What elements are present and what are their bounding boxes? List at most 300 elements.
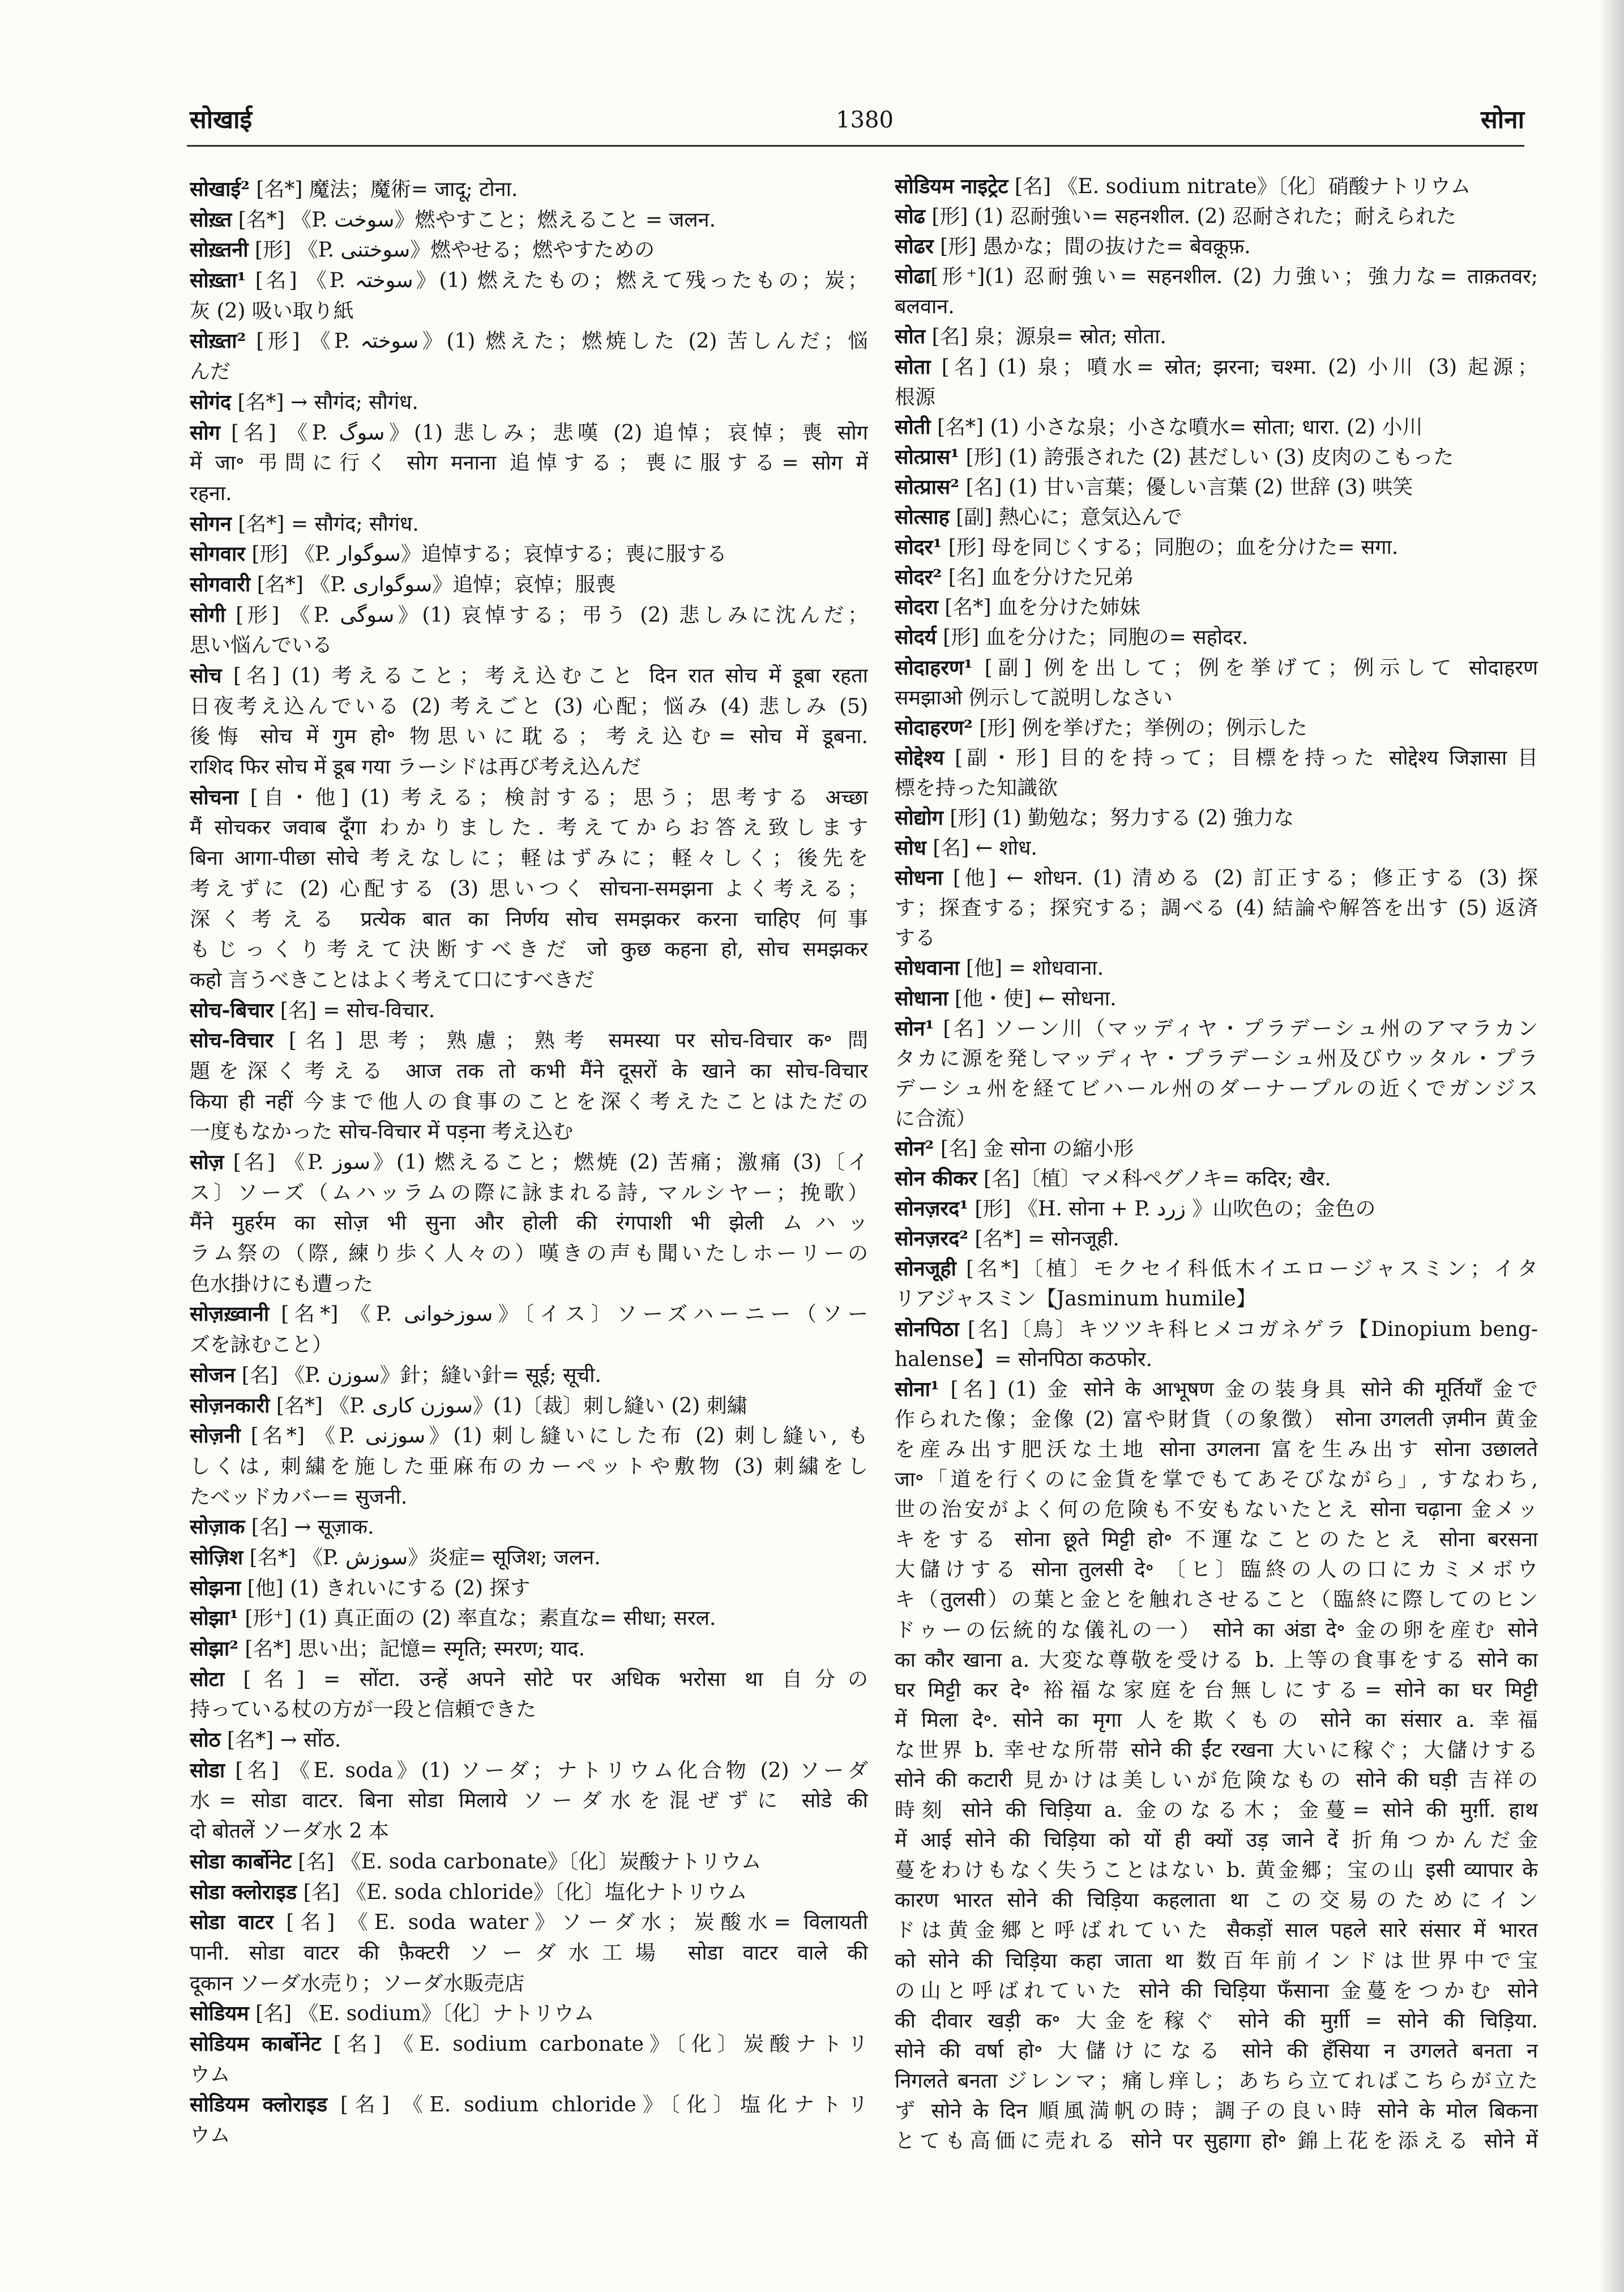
entry-first-line [895,262,1538,292]
entry-continuation-line [895,1495,1538,1525]
definition-text: する [895,927,936,950]
headword: सोढा [895,264,931,289]
entry-continuation-line [895,292,1538,322]
definition-text: 後悔 सोच में गुम हो॰ 物思いに耽る；考え込む= सोच में डूबना. [190,725,868,749]
definition-text: [名] = सोच-विचार. [273,998,435,1022]
entry-continuation-line [895,1435,1538,1465]
entry-continuation-line [895,683,1538,713]
headword: सोधाना [895,986,948,1010]
definition-text: 根源 [895,385,936,409]
headword: सोझा² [190,1637,238,1661]
headword: सोडा [190,1758,225,1782]
headword: सोदर¹ [895,535,942,560]
headword: सोनजूही [895,1257,956,1281]
entry-first-line [190,1725,868,1756]
entry-continuation-line [895,2036,1538,2066]
definition-text: 思い悩んでいる [190,634,333,658]
definition-text: दूकान ソーダ水売り；ソーダ水販売店 [190,1971,525,1995]
headword: सोनपिठा [895,1317,959,1341]
definition-text: もじっくり考えて決断すべきだ जो कुछ कहना हो, सोच समझकर [190,938,868,962]
definition-text: सोने की कटारी 見かけは美しいが危険なもの सोने की घड़ी 吉祥の [895,1768,1538,1792]
definition-text: [名*]〔植〕モクセイ科低木イエロージャスミン；イタ [956,1257,1538,1281]
definition-text: को सोने की चिड़िया कहा जाता था 数百年前インドは世界中で宝 [895,1949,1538,1973]
definition-text: बिना आगा-पीछा सोचे 考えなしに；軽はずみに；軽々しく；後先を [190,847,868,870]
definition-text: [名] → सूज़ाक. [245,1516,374,1539]
definition-text: ス〕ソーズ（ムハッラムの際に詠まれる詩, マルシヤー；挽歌） [190,1181,868,1205]
definition-text: निगलते बनता ジレンマ；痛し痒し；あちら立てればこちらが立た [895,2069,1538,2093]
definition-text: [名] 泉；源泉= स्रोत; सोता. [925,325,1166,349]
headword: सोडा क्लोराइड [190,1880,297,1904]
definition-text: [名] 《E. sodium》〔化〕ナトリウム [249,2002,595,2026]
headword: सोधना [895,866,943,890]
headword: सोच-बिचार [190,998,274,1022]
definition-text: सोने की वर्षा हो॰ 大儲けになる सोने की हँसिया न उगलते बनता न [895,2039,1538,2063]
definition-text: [名] 《E. sodium chloride》〔化〕塩化ナトリ [327,2093,868,2117]
headword: सोच [190,664,222,688]
definition-text: जा॰「道を行くのに金貨を掌でもてあそびながら」, すなわち, [895,1468,1538,1492]
definition-text: [形] 《P. سوختنی》燃やせる；燃やすための [248,238,655,262]
entry-continuation-line [190,692,868,722]
entry-continuation-line [190,965,868,996]
entry-continuation-line [190,1239,868,1269]
definition-text: [名] 《P. سوگ》(1) 悲しみ；悲嘆 (2) 追悼；哀悼；喪 सोग [220,421,868,445]
definition-text: [名] 思考；熟慮；熟考 समस्या पर सोच-विचार क॰ 問 [273,1029,868,1053]
definition-text: キをする सोना छूते मिट्टी हो॰ 不運なことのたとえ सोना बरसना [895,1528,1538,1552]
entry-continuation-line [895,1675,1538,1705]
entry-first-line [190,1603,868,1634]
headword: सोद्देश्य [895,745,945,770]
definition-text: たベッドカバー= सुजनी. [190,1485,408,1509]
entry-first-line [895,1224,1538,1254]
entry-continuation-line [190,874,868,904]
definition-text: [名] 《E. sodium carbonate》〔化〕炭酸ナトリ [321,2032,868,2056]
entry-continuation-line [190,296,868,327]
definition-text: 持っている杖の方が一段と信頼できた [190,1698,537,1722]
entry-first-line [895,1254,1538,1284]
definition-text: [名*] 魔法；魔術= जादू; टोना. [249,178,518,201]
definition-text: [名] 金 सोना の縮小形 [934,1137,1134,1160]
definition-text: कहो 言うべきことはよく考えて口にすべきだ [190,968,595,992]
guide-word-left: सोखाई [190,105,253,134]
definition-text: [名] 《E. soda water》ソーダ水；炭酸水= विलायती [273,1911,868,1935]
definition-text: में मिला दे॰. सोने का मृगा 人を欺くもの सोने का संसार a. 幸福 [895,1708,1538,1732]
entry-first-line [895,172,1538,202]
definition-text: 標を持った知識欲 [895,776,1058,800]
definition-text: कारण भारत सोने की चिड़िया कहलाता था この交易のためにイン [895,1889,1538,1913]
headword: सोडियम क्लोराइड [190,2093,328,2117]
headword: सोती [895,415,931,439]
definition-text: [名] 《E. soda》(1) ソーダ；ナトリウム化合物 (2) ソーダ [225,1759,868,1782]
definition-text: राशिद फिर सोच में डूब गया ラーシドは再び考え込んだ [190,756,642,779]
entry-continuation-line [190,1330,868,1360]
entry-continuation-line [190,1816,868,1847]
headword: सोगी [190,603,226,627]
entry-continuation-line [895,1705,1538,1735]
entry-continuation-line [895,382,1538,412]
entry-continuation-line [895,1585,1538,1615]
entry-first-line [895,1134,1538,1164]
entry-first-line [190,1907,868,1938]
definition-text: 時刻 सोने की चिड़िया a. 金のなる木；金蔓= सोने की मुर्ग़ी. हाथ [895,1799,1538,1822]
entry-continuation-line [895,1555,1538,1585]
entry-continuation-line [895,1825,1538,1855]
entry-continuation-line [895,1946,1538,1976]
entry-continuation-line [895,1104,1538,1134]
entry-continuation-line [895,773,1538,803]
entry-continuation-line [190,1208,868,1239]
definition-text: [名*] = सौगंद; सौगंध. [231,512,419,536]
left-column [190,174,868,2151]
definition-text: 考えずに (2) 心配する (3) 思いつく सोचना-समझना よく考える； [190,877,868,900]
entry-continuation-line [190,934,868,965]
entry-first-line [190,418,868,449]
headword: सोनज़रद² [895,1227,968,1251]
headword: सोदर्य [895,625,937,650]
headword: सोगवारी [190,572,251,596]
definition-text: [形] 《H. सोना + P. زرد 》山吹色の；金色の [968,1197,1376,1221]
definition-text: [他] ← शोधन. (1) 清める (2) 訂正する；修正する (3) 探 [943,867,1538,890]
definition-text: [形⁺](1) 忍耐強い= सहनशील. (2) 力強い；強力な= ताक़तवर; [930,265,1538,289]
definition-text: [形⁺] (1) 真正面の (2) 率直な；素直な= सीधा; सरल. [238,1607,716,1631]
right-column [895,172,1538,2156]
headword: सोदर² [895,565,942,590]
headword: सोदाहरण¹ [895,655,973,680]
entry-first-line [895,1314,1538,1345]
definition-text: [形] 例を挙げた；挙例の；例示した [972,716,1307,740]
definition-text: [名]〔植〕マメ科ペグノキ= कदिर; खैर. [977,1167,1331,1191]
definition-text: [名*] 《P. سوخت》燃やすこと；燃えること = जलन. [232,208,716,232]
definition-text: [名*] 《P. سوزن کاری》(1)〔裁〕刺し縫い (2) 刺繍 [270,1394,747,1418]
definition-text: [形] (1) 誇張された (2) 甚だしい (3) 皮肉のこもった [959,445,1454,469]
headword: सोच-विचार [190,1028,273,1053]
entry-continuation-line [895,1284,1538,1314]
definition-text: की दीवार खड़ी क॰ 大金を稼ぐ सोने की मुर्ग़ी = सोने की चिड़िया. [895,2009,1538,2033]
entry-first-line [190,1026,868,1056]
entry-continuation-line [895,1915,1538,1945]
entry-first-line [190,1512,868,1543]
entry-continuation-line [895,1345,1538,1375]
entry-first-line [190,1391,868,1422]
entry-continuation-line [190,357,868,387]
definition-text: タカに源を発しマッディヤ・プラデーシュ州及びウッタル・プラ [895,1047,1538,1070]
headword: सोज़ाक [190,1515,245,1539]
entry-first-line [190,661,868,692]
definition-text: [他] (1) きれいにする (2) 探す [241,1576,531,1600]
definition-text: समझाओ 例示して説明しなさい [895,686,1173,710]
entry-continuation-line [895,1615,1538,1645]
entry-continuation-line [895,2096,1538,2126]
headword: सोज़नी [190,1424,241,1448]
entry-continuation-line [895,1465,1538,1495]
headword: सोत्प्रास¹ [895,445,960,469]
definition-text: [形] 《P. سوختہ》(1) 燃えた；燃焼した (2) 苦しんだ；悩 [246,330,868,353]
headword: सोख़्ता² [190,329,246,353]
entry-first-line [895,202,1538,232]
entry-continuation-line [895,1044,1538,1074]
headword: सोन¹ [895,1016,934,1040]
headword: सोझा¹ [190,1606,238,1631]
headword: सोध [895,836,926,860]
definition-text: に合流） [895,1107,977,1130]
entry-first-line [190,266,868,296]
page-number: 1380 [836,107,894,133]
guide-word-right: सोना [1481,105,1524,134]
definition-text: [副] 例を出して；例を挙げて；例示して सोदाहरण [972,656,1538,680]
entry-continuation-line [190,1786,868,1816]
headword: सोज़िश [190,1545,243,1569]
entry-continuation-line [895,893,1538,923]
entry-continuation-line [895,1855,1538,1885]
definition-text: halense】= सोनपिठा कठफोर. [895,1347,1152,1371]
headword: सोडा कार्बोनेट [190,1849,292,1873]
definition-text: [形] (1) 勤勉な；努力する (2) 強力な [943,806,1294,830]
definition-text: मैंने मुहर्रम का सोज़ भी सुना और होली की रंगपाशी भी झेली ムハッ [190,1211,868,1235]
definition-text: [名*] → सोंठ. [220,1728,341,1752]
headword: सोख़्ता¹ [190,268,246,293]
headword: सोज़ख़्वानी [190,1302,270,1326]
entry-first-line [190,1756,868,1786]
entry-first-line [190,570,868,600]
definition-text: का कौर खाना a. 大変な尊敬を受ける b. 上等の食事をする सोने का [895,1648,1538,1672]
headword: सोझना [190,1576,241,1600]
definition-text: [他・使] ← सोधना. [948,987,1117,1010]
headword: सोडियम कार्बोनेट [190,2031,322,2056]
headword: सोठ [190,1728,221,1752]
definition-text: しくは, 刺繍を施した亜麻布のカーペットや敷物 (3) 刺繍をし [190,1454,868,1478]
definition-text: [形] 母を同じくする；同胞の；血を分けた= सगा. [942,536,1399,560]
headword: सोत्प्रास² [895,475,960,499]
headword: सोता [895,355,931,379]
entry-continuation-line [190,904,868,935]
headword: सोज़नकारी [190,1393,270,1418]
entry-first-line [190,1847,868,1877]
definition-text: दो बोतलें ソーダ水 2 本 [190,1820,389,1843]
definition-text: 作られた像；金像 (2) 富や財貨（の象徴） सोना उगलती ज़मीन 黄金 [895,1407,1538,1431]
entry-continuation-line [895,1765,1538,1795]
definition-text: [名*] (1) 小さな泉；小さな噴水= सोता; धारा. (2) 小川 [930,415,1423,439]
entry-first-line [895,472,1538,502]
definition-text: ドゥーの伝統的な儀礼の一） सोने का अंडा दे॰ 金の卵を産む सोने [895,1618,1538,1642]
entry-first-line [895,442,1538,472]
definition-text: ズを詠むこと） [190,1333,333,1357]
entry-first-line [895,653,1538,683]
entry-continuation-line [190,1087,868,1117]
definition-text: [名] 《P. سوزن》針；縫い針= सूई; सूची. [235,1363,601,1387]
entry-continuation-line [895,2126,1538,2156]
entry-first-line [895,713,1538,743]
definition-text: す；探査する；探究する；調べる (4) 結論や解答を出す (5) 返済 [895,897,1538,920]
entry-first-line [895,803,1538,833]
definition-text: ウム [190,2063,230,2086]
entry-first-line [895,532,1538,562]
definition-text: [形] 《P. سوگوار》追悼する；哀悼する；喪に服する [245,543,727,566]
entry-continuation-line [190,1056,868,1087]
definition-text: [形] 血を分けた；同胞の= सहोदर. [936,626,1249,650]
definition-text: [名*] 《P. سوزش》炎症= सूजिश; जलन. [243,1546,601,1569]
entry-continuation-line [190,1969,868,1999]
entry-first-line [190,235,868,266]
entry-first-line [895,953,1538,983]
entry-first-line [190,1360,868,1391]
definition-text: [名] ← शोध. [926,836,1037,860]
headword: सोना¹ [895,1377,939,1401]
definition-text: [名]〔鳥〕キツツキ科ヒメコガネゲラ【Dinopium beng- [959,1317,1538,1341]
headword: सोटा [190,1667,225,1691]
entry-continuation-line [190,843,868,874]
definition-text: बलवान. [895,295,955,319]
definition-text: [名] (1) 甘い言葉；優しい言葉 (2) 世辞 (3) 哄笑 [959,475,1413,499]
definition-text: 日夜考え込んでいる (2) 考えごと (3) 心配；悩み (4) 悲しみ (5) [190,694,868,718]
entry-continuation-line [895,1645,1538,1675]
headword: सोन कीकर [895,1167,977,1191]
definition-text: घर मिट्टी कर दे॰ 裕福な家庭を台無しにする= सोने का घर मिट्टी [895,1678,1538,1702]
definition-text: な世界 b. 幸せな所帯 सोने की ईंट रखना 大いに稼ぐ；大儲けする [895,1738,1538,1762]
entry-first-line [190,509,868,540]
entry-continuation-line [895,1405,1538,1435]
entry-first-line [895,232,1538,262]
entry-continuation-line [895,1795,1538,1825]
entry-continuation-line [190,1938,868,1969]
entry-continuation-line [190,1269,868,1300]
entry-first-line [190,600,868,631]
entry-continuation-line [190,2120,868,2151]
definition-text: 世の治安がよく何の危険も不安もないたとえ सोना चढ़ाना 金メッ [895,1498,1538,1522]
definition-text: [名*] → सौगंद; सौगंध. [231,390,418,414]
entry-first-line [895,502,1538,532]
entry-continuation-line [190,1178,868,1209]
entry-first-line [190,1543,868,1573]
entry-continuation-line [190,752,868,783]
entry-first-line [895,412,1538,442]
entry-continuation-line [190,1482,868,1513]
entry-first-line [895,833,1538,863]
definition-text: [名] 《P. سوز》(1) 燃えること；燃焼 (2) 苦痛；激痛 (3)〔イ [224,1151,868,1174]
entry-continuation-line [190,1695,868,1725]
entry-first-line [895,1194,1538,1224]
headword: सोख़्त [190,207,232,232]
entry-first-line [190,174,868,205]
entry-continuation-line [895,2066,1538,2096]
definition-text: 蔓をわけもなく失うことはない b. 黄金郷；宝の山 इसी व्यापार के [895,1859,1538,1883]
entry-first-line [895,352,1538,382]
entry-first-line [895,592,1538,622]
headword: सोत्साह [895,505,950,530]
definition-text: [名*] 《P. سوگواری》追悼；哀悼；服喪 [250,573,616,596]
definition-text: किया ही नहीं 今まで他人の食事のことを深く考えたことはただの [190,1090,868,1113]
definition-text: キ（तुलसी）の葉と金とを触れさせること（臨終に際してのヒン [895,1588,1538,1612]
entry-first-line [895,743,1538,773]
entry-first-line [190,2090,868,2120]
headword: सोख़्तनी [190,238,249,262]
headword: सोग [190,420,220,445]
entry-first-line [895,1014,1538,1044]
headword: सोढ [895,204,925,229]
headword: सोडियम नाइट्रेट [895,174,1008,198]
entry-continuation-line [895,1525,1538,1555]
definition-text: ず सोने के दिन 順風満帆の時；調子の良い時 सोने के मोल बिकना [895,2099,1538,2123]
entry-first-line [190,539,868,570]
definition-text: मैं सोचकर जवाब दूँगा わかりました. 考えてからお答え致します [190,816,868,840]
entry-continuation-line [895,1735,1538,1765]
definition-text: [名*] 《P. سوزنی》(1) 刺し縫いにした布 (2) 刺し縫い, も [240,1424,868,1448]
headword: सोखाई² [190,177,250,201]
entry-first-line [895,562,1538,592]
definition-text: [名*] 《P. سوزخوانی》〔イス〕ソーズハーニー（ソー [269,1303,868,1326]
definition-text: [名] ソーン川（マッディヤ・プラデーシュ州のアマラカン [934,1017,1538,1040]
entry-first-line [895,863,1538,893]
entry-continuation-line [190,630,868,661]
definition-text: 題を深く考える आज तक तो कभी मैंने दूसरों के खाने का सोच-विचार [190,1059,868,1083]
entry-first-line [190,1299,868,1330]
entry-first-line [190,1664,868,1695]
headword: सोचना [190,785,238,809]
definition-text: [名] (1) 金 सोने के आभूषण 金の装身具 सोने की मूर्तियाँ 金で [939,1377,1538,1401]
entry-continuation-line [190,1452,868,1482]
headword: सोडियम [190,2001,249,2026]
entry-first-line [190,387,868,418]
definition-text: 水= सोडा वाटर. बिना सोडा मिलाये ソーダ水を混ぜずに सोडे की [190,1789,868,1813]
definition-text: [名*] 思い出；記憶= स्मृति; स्मरण; याद. [238,1637,586,1661]
header-rule [187,145,1524,147]
headword: सोधवाना [895,956,960,980]
definition-text: リアジャスミン【Jasminum humile】 [895,1287,1257,1311]
definition-text: [副・形] 目的を持って；目標を持った सोद्देश्य जिज्ञासा 目 [944,746,1538,770]
entry-first-line [190,326,868,357]
entry-first-line [895,322,1538,352]
headword: सोज़ [190,1150,224,1174]
headword: सोद्योग [895,805,943,830]
definition-text: [他] = शोधवाना. [959,957,1104,980]
definition-text: ドは黄金郷と呼ばれていた सैकड़ों साल पहले सारे संसार में भारत [895,1919,1538,1943]
definition-text: [自・他] (1) 考える；検討する；思う；思考する अच्छा [238,786,868,809]
definition-text: [名] 《E. sodium nitrate》〔化〕硝酸ナトリウム [1008,175,1471,198]
entry-first-line [895,1375,1538,1405]
definition-text: [副] 熱心に；意気込んで [949,506,1182,530]
entry-continuation-line [895,1074,1538,1104]
headword: सोत [895,325,926,349]
definition-text: ウム [190,2124,230,2147]
entry-continuation-line [895,2006,1538,2036]
entry-continuation-line [190,813,868,843]
definition-text: [名*] 血を分けた姉妹 [938,596,1140,620]
entry-first-line [895,984,1538,1014]
definition-text: とても高価に売れる सोने पर सुहागा हो॰ 錦上花を添える सोने में [895,2129,1538,2153]
entry-continuation-line [190,448,868,479]
definition-text: [名] 血を分けた兄弟 [942,566,1134,590]
headword: सोगवार [190,542,245,566]
definition-text: में जा॰ 弔問に行く सोग मनाना 追悼する；喪に服する= सोग में [190,451,868,475]
entry-first-line [190,1634,868,1664]
headword: सोगन [190,511,232,536]
entry-continuation-line [895,923,1538,953]
entry-continuation-line [190,1117,868,1147]
entry-continuation-line [190,722,868,752]
headword: सोनज़रद¹ [895,1197,968,1221]
entry-first-line [190,1877,868,1908]
headword: सोढर [895,234,934,259]
definition-text: 大儲けする सोना तुलसी दे॰ 〔ヒ〕臨終の人の口にカミメボウ [895,1558,1538,1582]
definition-text: [名] 《E. soda chloride》〔化〕塩化ナトリウム [297,1880,747,1904]
definition-text: [形] 愚かな；間の抜けた= बेवक़ूफ़. [933,235,1251,259]
headword: सोजन [190,1363,236,1387]
definition-text: 深く考える प्रत्येक बात का निर्णय सोच समझकर करना चाहिए 何事 [190,907,868,931]
definition-text: [名*] = सोनजूही. [968,1227,1119,1251]
headword: सोदाहरण² [895,715,973,740]
entry-first-line [190,783,868,813]
definition-text: [名] (1) 考えること；考え込むこと दिन रात सोच में डूबा रहता [221,664,868,688]
definition-text: ラム祭の（際, 練り歩く人々の）嘆きの声も聞いたしホーリーの [190,1242,868,1266]
entry-first-line [895,1164,1538,1194]
